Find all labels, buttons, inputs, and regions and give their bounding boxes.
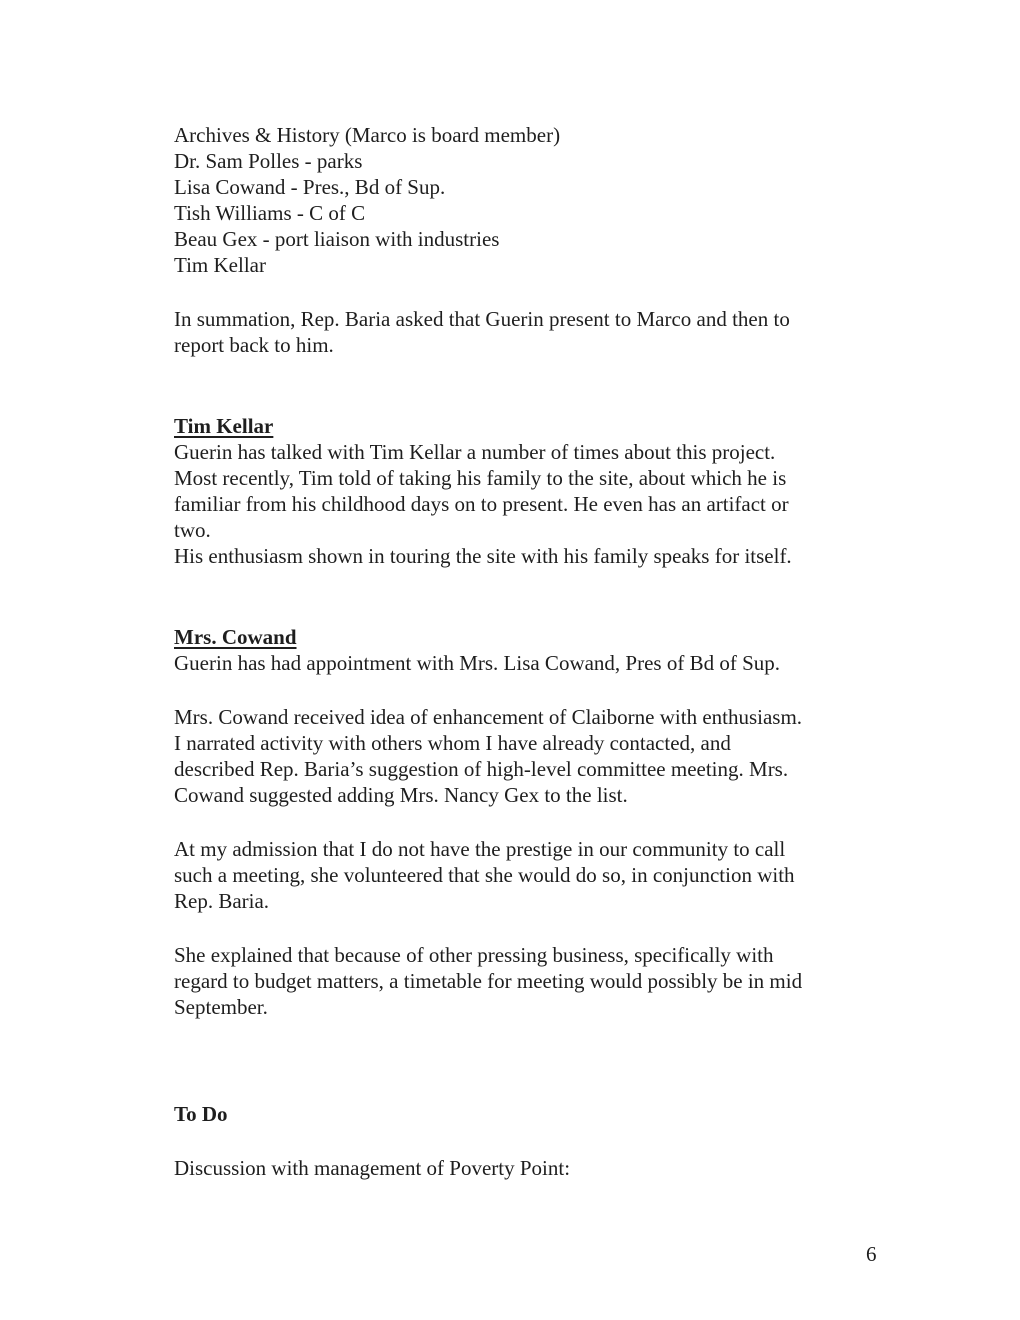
paragraph-line: She explained that because of other pressing business, specifically with <box>174 943 774 967</box>
paragraph-line: Cowand suggested adding Mrs. Nancy Gex to the list. <box>174 783 628 807</box>
document-body <box>174 122 894 1181</box>
paragraph-line: September. <box>174 995 268 1019</box>
paragraph-line: regard to budget matters, a timetable for meeting would possibly be in mid <box>174 969 803 993</box>
contact-item: Archives & History (Marco is board member) <box>174 123 561 147</box>
section-heading: To Do <box>174 1102 228 1126</box>
section-tim-kellar <box>174 413 894 569</box>
spacer <box>174 358 894 413</box>
paragraph-line: Rep. Baria. <box>174 889 270 913</box>
cowand-paragraph-1 <box>174 704 894 808</box>
contact-list <box>174 122 894 278</box>
spacer <box>174 808 894 836</box>
paragraph-line: described Rep. Baria’s suggestion of high-level committee meeting. Mrs. <box>174 757 789 781</box>
cowand-paragraph-3 <box>174 942 894 1020</box>
summation-paragraph <box>174 306 894 358</box>
contact-item: Lisa Cowand - Pres., Bd of Sup. <box>174 175 446 199</box>
paragraph-line: Guerin has had appointment with Mrs. Lisa Cowand, Pres of Bd of Sup. <box>174 651 781 675</box>
spacer <box>174 1020 894 1101</box>
paragraph-line: Guerin has talked with Tim Kellar a number of times about this project. <box>174 440 776 464</box>
paragraph-line: I narrated activity with others whom I have already contacted, and <box>174 731 731 755</box>
contact-item: Tish Williams - C of C <box>174 201 366 225</box>
spacer <box>174 676 894 704</box>
paragraph-line: two. <box>174 518 211 542</box>
spacer <box>174 278 894 306</box>
spacer <box>174 1127 894 1155</box>
paragraph-line: familiar from his childhood days on to present. He even has an artifact or <box>174 492 789 516</box>
page-number: 6 <box>866 1242 877 1266</box>
section-heading: Tim Kellar <box>174 414 274 438</box>
paragraph-line: Mrs. Cowand received idea of enhancement of Claiborne with enthusiasm. <box>174 705 803 729</box>
contact-item: Dr. Sam Polles - parks <box>174 149 363 173</box>
paragraph-line: His enthusiasm shown in touring the site with his family speaks for itself. <box>174 544 792 568</box>
paragraph-line: such a meeting, she volunteered that she would do so, in conjunction with <box>174 863 795 887</box>
paragraph-line: Discussion with management of Poverty Point: <box>174 1156 571 1180</box>
spacer <box>174 914 894 942</box>
paragraph-line: Most recently, Tim told of taking his family to the site, about which he is <box>174 466 787 490</box>
section-mrs-cowand <box>174 624 894 1020</box>
spacer <box>174 569 894 624</box>
contact-item: Beau Gex - port liaison with industries <box>174 227 500 251</box>
section-to-do <box>174 1101 894 1181</box>
section-heading: Mrs. Cowand <box>174 625 297 649</box>
paragraph-line: In summation, Rep. Baria asked that Guerin present to Marco and then to <box>174 307 790 331</box>
paragraph-line: report back to him. <box>174 333 334 357</box>
cowand-paragraph-2 <box>174 836 894 914</box>
paragraph-line: At my admission that I do not have the prestige in our community to call <box>174 837 786 861</box>
contact-item: Tim Kellar <box>174 253 266 277</box>
